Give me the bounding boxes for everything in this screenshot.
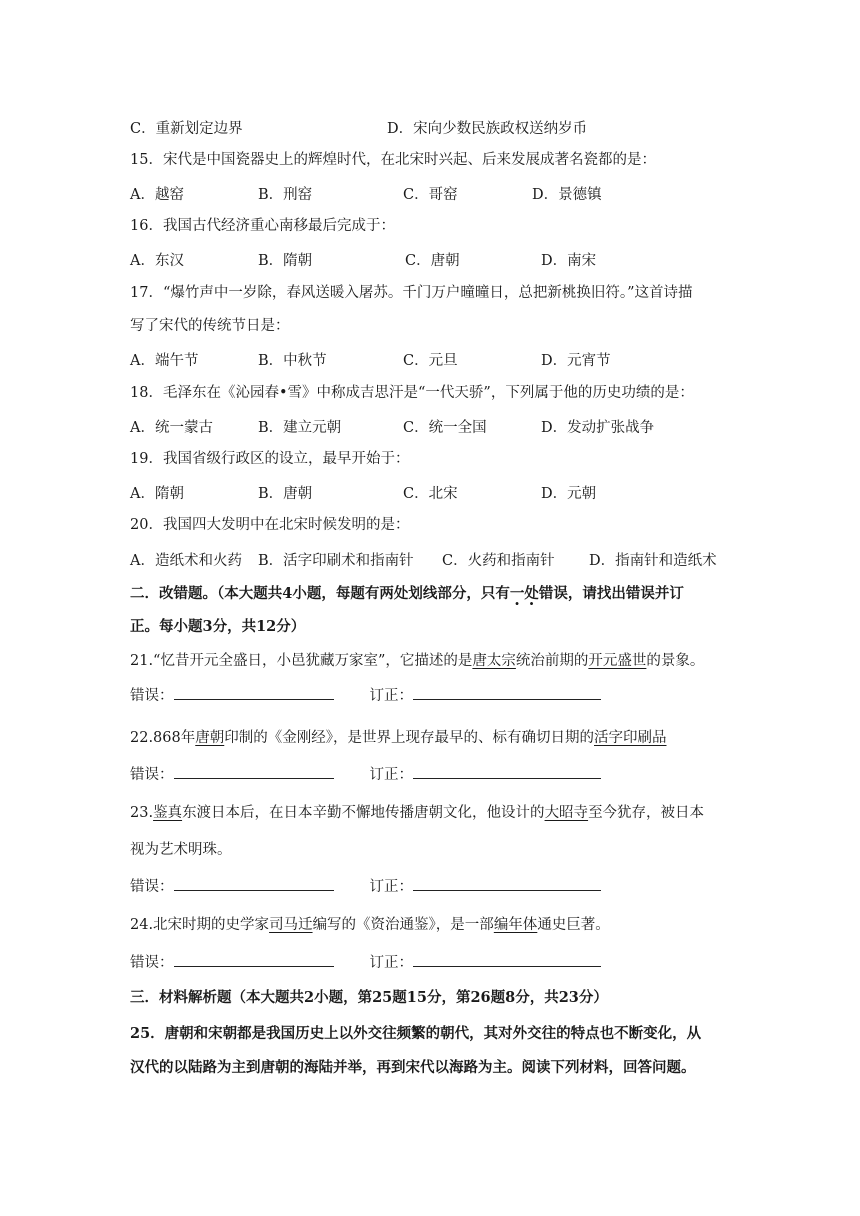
- q22-fix-blank[interactable]: [413, 764, 601, 779]
- q24-text-post: 通史巨著。: [537, 917, 610, 933]
- q17-option-b: B．中秋节: [258, 353, 327, 369]
- fix-label: 订正：: [369, 688, 413, 704]
- q23-stem-line2: 视为艺术明珠。: [130, 842, 232, 858]
- error-label: 错误：: [130, 955, 174, 971]
- q24-underlined-2: 编年体: [493, 917, 538, 933]
- q17-option-d: D．元宵节: [541, 353, 611, 369]
- fix-label: 订正：: [369, 879, 413, 895]
- q25-stem-line2: 汉代的以陆路为主到唐朝的海陆并举，再到宋代以海路为主。阅读下列材料，回答问题。: [130, 1059, 696, 1076]
- q19-option-b: B．唐朝: [258, 486, 313, 502]
- q16-stem: 16．我国古代经济重心南移最后完成于：: [130, 218, 395, 234]
- emphasis-char-place: 处: [524, 585, 539, 602]
- q23-error-blank[interactable]: [174, 876, 334, 891]
- emphasis-char-one: 一: [509, 585, 525, 602]
- q23-text-post: 至今犹存，被日本: [588, 805, 705, 821]
- q21-fix-blank[interactable]: [413, 685, 601, 700]
- q21-text-mid: 统治前期的: [515, 653, 589, 669]
- q20-option-c: C．火药和指南针: [442, 553, 555, 569]
- q18-stem: 18．毛泽东在《沁园春•雪》中称成吉思汗是“一代天骄”，下列属于他的历史功绩的是：: [130, 385, 694, 401]
- q16-option-b: B．隋朝: [258, 253, 313, 269]
- q19-stem: 19．我国省级行政区的设立，最早开始于：: [130, 451, 410, 467]
- fix-label: 订正：: [369, 955, 413, 971]
- q17-option-c: C．元旦: [403, 353, 458, 369]
- q14-option-c: C．重新划定边界: [130, 121, 243, 137]
- q23-fix-blank[interactable]: [413, 876, 601, 891]
- section3-heading: 三．材料解析题（本大题共2小题，第25题15分，第26题8分，共23分）: [130, 989, 608, 1006]
- q15-option-d: D．景德镇: [532, 187, 602, 203]
- q19-option-c: C．北宋: [403, 486, 458, 502]
- q23-number: 23.: [130, 805, 154, 821]
- q17-option-a: A．端午节: [130, 353, 199, 369]
- q23-answer-row: [130, 876, 601, 897]
- q19-option-a: A．隋朝: [130, 486, 184, 502]
- q24-underlined-1: 司马迁: [269, 917, 313, 933]
- q15-option-b: B．刑窑: [258, 187, 313, 203]
- error-label: 错误：: [130, 767, 174, 783]
- q18-option-b: B．建立元朝: [258, 420, 342, 436]
- q21-error-blank[interactable]: [174, 685, 334, 700]
- q19-option-d: D．元朝: [541, 486, 597, 502]
- q16-option-a: A．东汉: [130, 253, 184, 269]
- q18-option-d: D．发动扩张战争: [541, 420, 655, 436]
- q24-answer-row: [130, 952, 601, 973]
- q24-text-pre: 24.北宋时期的史学家: [130, 917, 270, 933]
- q21-text-post: 的景象。: [646, 653, 705, 669]
- q24-text-mid: 编写的《资治通鉴》，是一部: [312, 917, 494, 933]
- q21-underlined-1: 唐太宗: [472, 653, 516, 669]
- q18-option-c: C．统一全国: [403, 420, 487, 436]
- q16-option-d: D．南宋: [541, 253, 597, 269]
- q18-option-a: A．统一蒙古: [130, 420, 213, 436]
- q22-stem: [130, 728, 667, 748]
- q15-option-a: A．越窑: [130, 187, 184, 203]
- q22-underlined-1: 唐朝: [195, 730, 225, 746]
- q25-stem-line1: 25．唐朝和宋朝都是我国历史上以外交往频繁的朝代，其对外交往的特点也不断变化，从: [130, 1025, 702, 1042]
- q21-stem: [130, 651, 704, 671]
- q24-fix-blank[interactable]: [413, 952, 601, 967]
- q17-stem-line2: 写了宋代的传统节日是：: [130, 318, 290, 334]
- q22-underlined-2: 活字印刷品: [594, 730, 667, 746]
- q24-stem: [130, 915, 610, 935]
- q22-answer-row: [130, 764, 601, 785]
- section2-heading-post: 错误，请找出错误并订: [538, 585, 684, 602]
- q21-text-pre: 21.“忆昔开元全盛日，小邑犹藏万家室”，它描述的是: [130, 653, 473, 669]
- section2-heading-line1: [130, 584, 684, 604]
- q23-underlined-2: 大昭寺: [544, 805, 589, 821]
- q23-stem-line1: [130, 803, 704, 823]
- q23-text-mid: 东渡日本后，在日本辛勤不懈地传播唐朝文化，他设计的: [182, 805, 545, 821]
- q17-stem-line1: 17．“爆竹声中一岁除，春风送暖入屠苏。千门万户曈曈日，总把新桃换旧符。”这首诗描: [130, 285, 693, 301]
- fix-label: 订正：: [369, 767, 413, 783]
- q16-option-c: C．唐朝: [405, 253, 460, 269]
- q24-error-blank[interactable]: [174, 952, 334, 967]
- q21-underlined-2: 开元盛世: [588, 653, 647, 669]
- q22-text-mid: 印制的《金刚经》，是世界上现存最早的、标有确切日期的: [224, 730, 594, 746]
- error-label: 错误：: [130, 879, 174, 895]
- q15-option-c: C．哥窑: [403, 187, 458, 203]
- q20-option-d: D．指南针和造纸术: [589, 553, 717, 569]
- q22-text-pre: 22.868年: [130, 730, 196, 746]
- q21-answer-row: [130, 685, 601, 706]
- q15-stem: 15．宋代是中国瓷器史上的辉煌时代，在北宋时兴起、后来发展成著名瓷都的是：: [130, 152, 656, 168]
- section2-heading-line2: 正。每小题3分，共12分）: [130, 618, 306, 635]
- q20-option-a: A．造纸术和火药: [130, 553, 242, 569]
- error-label: 错误：: [130, 688, 174, 704]
- q20-stem: 20．我国四大发明中在北宋时候发明的是：: [130, 517, 410, 533]
- q23-underlined-1: 鉴真: [153, 805, 183, 821]
- q14-option-d: D．宋向少数民族政权送纳岁币: [387, 121, 588, 137]
- q22-error-blank[interactable]: [174, 764, 334, 779]
- section2-heading-pre: 二．改错题。（本大题共4小题，每题有两处划线部分，只有: [130, 585, 510, 602]
- q20-option-b: B．活字印刷术和指南针: [258, 553, 414, 569]
